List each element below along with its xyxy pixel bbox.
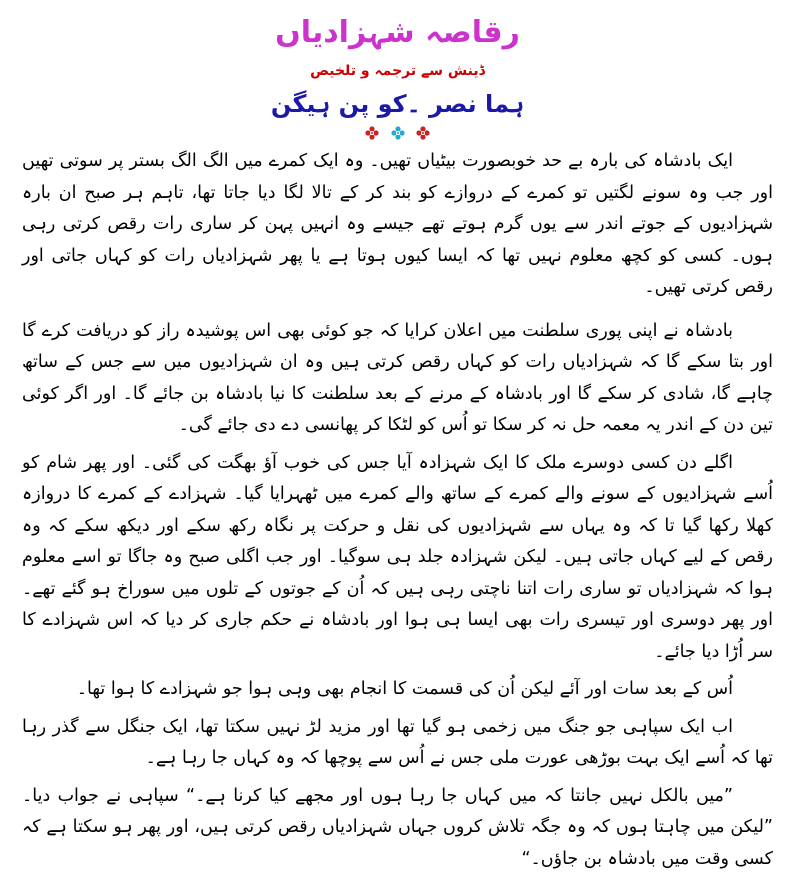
story-body: [22, 146, 773, 875]
paragraph: بادشاہ نے اپنی پوری سلطنت میں اعلان کرایا کہ جو کوئی بھی اس پوشیدہ راز کو دریافت کرے گا اور بتا سکے گا کہ شہزادیاں رات کو کہاں رقص کرتی ہیں وہ ان شہزادیوں میں سے جس کے ساتھ چاہے گا، شادی کر سکے گا اور بادشاہ کے مرنے کے بعد سلطنت کا نیا بادشاہ بن جائے گا۔ اور اگر کوئی تین دن کے اندر یہ معمہ حل نہ کر سکا تو اُس کو لٹکا کر پھانسی دے دی جائے گی۔: [22, 316, 773, 442]
paragraph: ایک بادشاہ کی بارہ بے حد خوبصورت بیٹیاں تھیں۔ وہ ایک کمرے میں الگ الگ بستر پر سوتی تھیں اور جب وہ سونے لگتیں تو کمرے کے دروازے کو بند کر کے تالا لگا دیا جاتا تھا، تاہم ہر صبح ان بارہ شہزادیوں کے جوتے اندر سے یوں گرم ہوتے تھے جیسے وہ انہیں پہن کر ساری رات رقص کرتی رہی ہوں۔ کسی کو کچھ معلوم نہیں تھا کہ ایسا کیوں ہوتا ہے یا پھر شہزادیاں رات کو کہاں جاتی اور رقص کرتی تھیں۔: [22, 146, 773, 304]
story-subtitle: ڈینش سے ترجمہ و تلخیص: [22, 60, 773, 82]
story-title: رقاصہ شہزادیاں: [22, 14, 773, 52]
paragraph: اُس کے بعد سات اور آئے لیکن اُن کی قسمت کا انجام بھی وہی ہوا جو شہزادے کا ہوا تھا۔: [22, 674, 773, 706]
red-flower-icon: [416, 126, 430, 140]
teal-flower-icon: [391, 126, 405, 140]
red-flower-icon: [365, 126, 379, 140]
paragraph: ”میں بالکل نہیں جانتا کہ میں کہاں جا رہا ہوں اور مجھے کیا کرنا ہے۔“ سپاہی نے جواب دیا۔ ”لیکن میں چاہتا ہوں کہ وہ جگہ تلاش کروں جہاں شہزادیاں رقص کرتی ہیں، اور پھر ہو سکتا ہے کہ کسی وقت میں بادشاہ بن جاؤں۔“: [22, 781, 773, 875]
ornament-divider: [22, 122, 773, 140]
author-line: ہما نصر ۔کو پن ہیگن: [22, 88, 773, 120]
paragraph: اب ایک سپاہی جو جنگ میں زخمی ہو گیا تھا اور مزید لڑ نہیں سکتا تھا، ایک جنگل سے گذر رہا تھا کہ اُسے ایک بہت بوڑھی عورت ملی جس نے اُس سے پوچھا کہ وہ کہاں جا رہا ہے۔: [22, 712, 773, 775]
paragraph: اگلے دن کسی دوسرے ملک کا ایک شہزادہ آیا جس کی خوب آؤ بھگت کی گئی۔ اور پھر شام کو اُسے شہزادیوں کے سونے والے کمرے کے ساتھ والے کمرے میں ٹھہرایا گیا۔ شہزادے کے کمرے کا دروازہ کھلا رکھا گیا تا کہ وہ یہاں سے شہزادیوں کی نقل و حرکت پر نگاہ رکھ سکے اور دیکھ سکے کہ وہ رقص کے لیے کہاں جاتی ہیں۔ لیکن شہزادہ جلد ہی سوگیا۔ اور جب اگلی صبح وہ جاگا تو اسے معلوم ہوا کہ شہزادیاں تو ساری رات اتنا ناچتی رہی ہیں کہ اُن کے جوتوں کے تلوں میں سوراخ ہو گئے تھے۔ اور پھر دوسری اور تیسری رات بھی ایسا ہی ہوا اور بادشاہ نے حکم جاری کر دیا کہ اس شہزادے کا سر اُڑا دیا جائے۔: [22, 448, 773, 669]
